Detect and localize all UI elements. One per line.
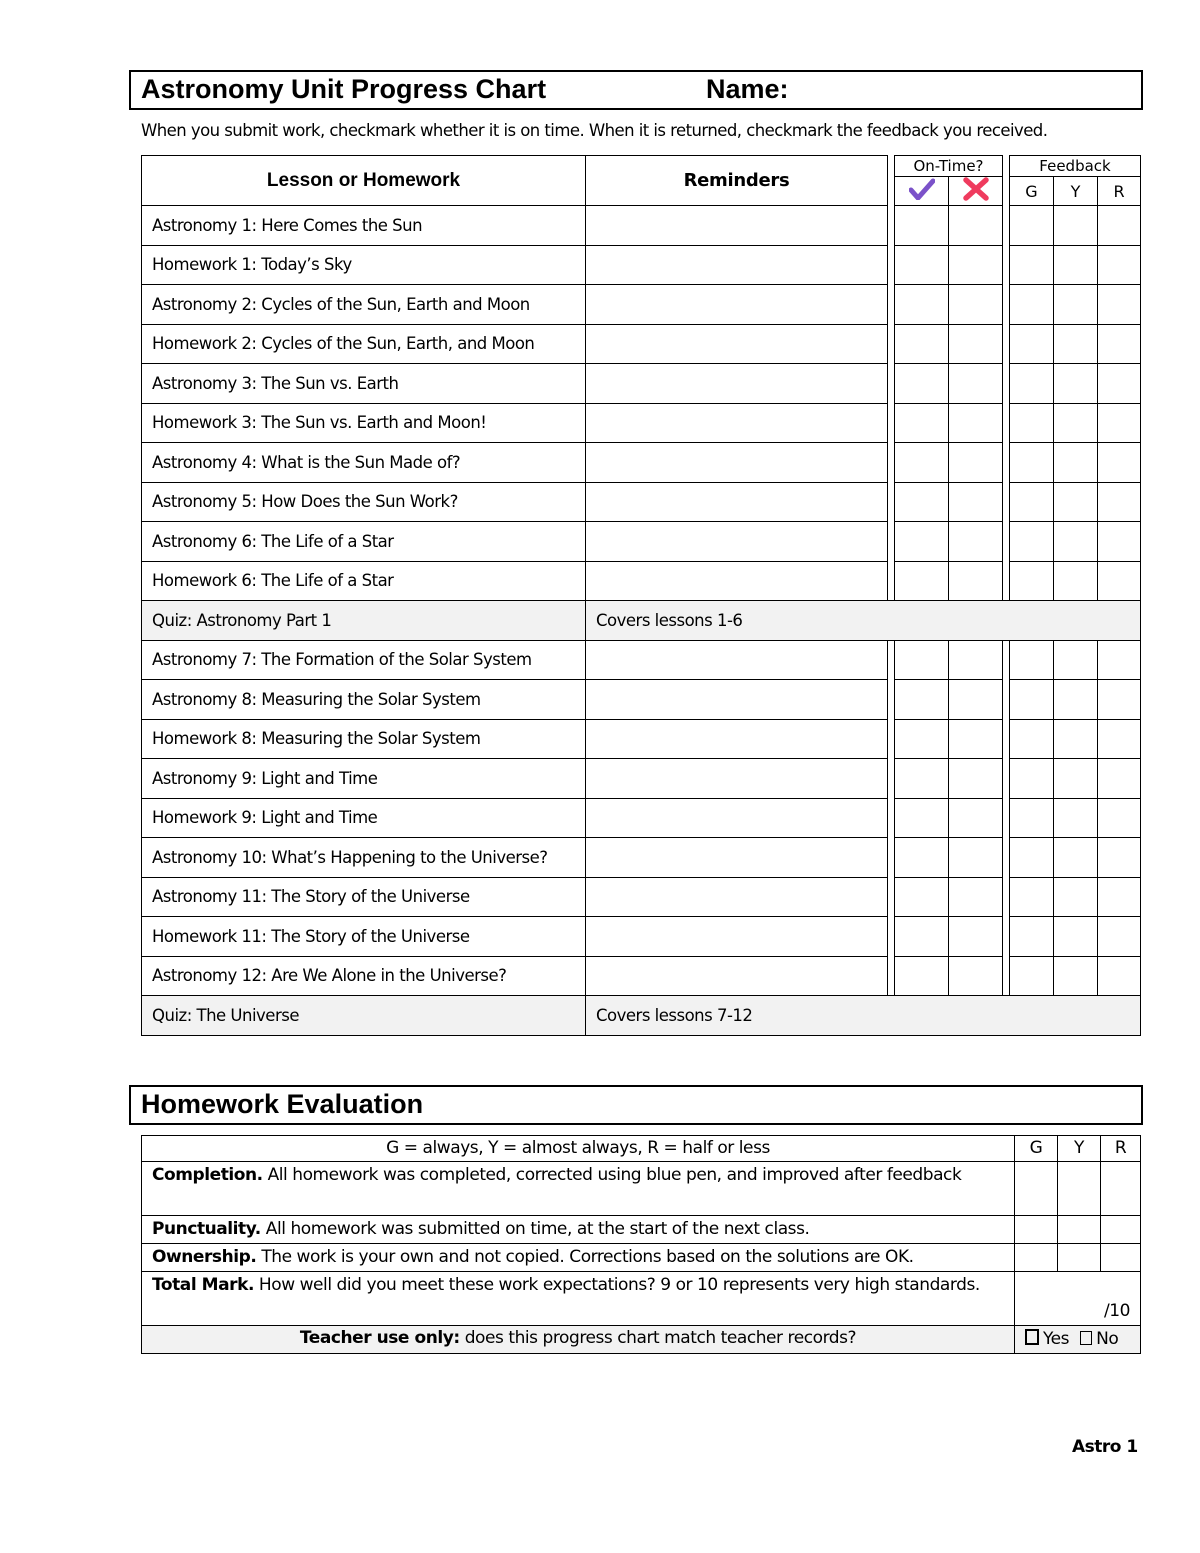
lesson-name: Astronomy 11: The Story of the Universe bbox=[142, 877, 586, 917]
feedback-g-cell[interactable] bbox=[1010, 364, 1054, 404]
lesson-name: Astronomy 4: What is the Sun Made of? bbox=[142, 443, 586, 483]
ontime-no-cell[interactable] bbox=[949, 206, 1003, 246]
ontime-yes-cell[interactable] bbox=[895, 640, 949, 680]
completion-description: All homework was completed, corrected using blue pen, and improved after feedback bbox=[262, 1165, 962, 1185]
reminder-cell[interactable] bbox=[586, 798, 888, 838]
column-divider bbox=[888, 640, 895, 680]
column-divider bbox=[888, 403, 895, 443]
lesson-name: Homework 8: Measuring the Solar System bbox=[142, 719, 586, 759]
lesson-row bbox=[142, 561, 1141, 601]
column-divider bbox=[1003, 522, 1010, 562]
ontime-no-cell[interactable] bbox=[949, 561, 1003, 601]
ontime-no-cell[interactable] bbox=[949, 798, 1003, 838]
page-title: Astronomy Unit Progress Chart bbox=[141, 74, 547, 104]
column-divider bbox=[1003, 917, 1010, 957]
progress-table bbox=[141, 155, 1141, 1036]
total-mark-criterion bbox=[142, 1272, 1015, 1326]
completion-r-cell[interactable] bbox=[1101, 1162, 1141, 1216]
ontime-yes-cell[interactable] bbox=[895, 838, 949, 878]
feedback-r-cell[interactable] bbox=[1098, 798, 1141, 838]
yes-label: Yes bbox=[1043, 1329, 1070, 1349]
ontime-yes-cell[interactable] bbox=[895, 798, 949, 838]
evaluation-legend-row bbox=[142, 1136, 1141, 1162]
feedback-r-cell[interactable] bbox=[1098, 680, 1141, 720]
lesson-name: Astronomy 10: What’s Happening to the Universe? bbox=[142, 838, 586, 878]
teacher-description: does this progress chart match teacher records? bbox=[459, 1328, 857, 1348]
column-divider bbox=[888, 798, 895, 838]
punctuality-y-cell[interactable] bbox=[1058, 1216, 1101, 1244]
ontime-yes-cell[interactable] bbox=[895, 324, 949, 364]
lesson-row bbox=[142, 917, 1141, 957]
punctuality-g-cell[interactable] bbox=[1015, 1216, 1058, 1244]
feedback-y-cell[interactable] bbox=[1054, 877, 1098, 917]
feedback-y-cell[interactable] bbox=[1054, 719, 1098, 759]
ontime-yes-cell[interactable] bbox=[895, 285, 949, 325]
lesson-row bbox=[142, 719, 1141, 759]
column-divider bbox=[1003, 838, 1010, 878]
ontime-no-cell[interactable] bbox=[949, 917, 1003, 957]
feedback-g-header: G bbox=[1010, 177, 1054, 206]
ontime-yes-cell[interactable] bbox=[895, 719, 949, 759]
quiz-row bbox=[142, 996, 1141, 1036]
cross-icon bbox=[963, 177, 989, 201]
column-divider bbox=[888, 759, 895, 799]
column-divider bbox=[888, 956, 895, 996]
column-divider bbox=[888, 364, 895, 404]
lesson-row bbox=[142, 443, 1141, 483]
instructions-text: When you submit work, checkmark whether it is on time. When it is returned, checkmark the feedback you received. bbox=[141, 121, 1048, 140]
reminder-cell[interactable] bbox=[586, 245, 888, 285]
lesson-name: Astronomy 5: How Does the Sun Work? bbox=[142, 482, 586, 522]
feedback-g-cell[interactable] bbox=[1010, 482, 1054, 522]
feedback-r-cell[interactable] bbox=[1098, 364, 1141, 404]
feedback-g-cell[interactable] bbox=[1010, 285, 1054, 325]
column-divider bbox=[1003, 956, 1010, 996]
ontime-no-cell[interactable] bbox=[949, 719, 1003, 759]
column-divider bbox=[1003, 156, 1010, 206]
quiz-row bbox=[142, 601, 1141, 641]
feedback-y-cell[interactable] bbox=[1054, 443, 1098, 483]
lesson-name: Astronomy 6: The Life of a Star bbox=[142, 522, 586, 562]
feedback-r-cell[interactable] bbox=[1098, 561, 1141, 601]
reminder-cell[interactable] bbox=[586, 364, 888, 404]
ownership-description: The work is your own and not copied. Corrections based on the solutions are OK. bbox=[256, 1247, 914, 1267]
reminder-cell[interactable] bbox=[586, 956, 888, 996]
ontime-column-header: On-Time? bbox=[895, 156, 1003, 177]
feedback-g-cell[interactable] bbox=[1010, 838, 1054, 878]
evaluation-legend: G = always, Y = almost always, R = half or less bbox=[142, 1136, 1015, 1162]
punctuality-row bbox=[142, 1216, 1141, 1244]
column-divider bbox=[1003, 443, 1010, 483]
column-divider bbox=[888, 917, 895, 957]
lesson-name: Astronomy 3: The Sun vs. Earth bbox=[142, 364, 586, 404]
reminder-cell[interactable] bbox=[586, 838, 888, 878]
column-divider bbox=[1003, 364, 1010, 404]
feedback-r-cell[interactable] bbox=[1098, 917, 1141, 957]
reminder-cell[interactable] bbox=[586, 206, 888, 246]
reminders-column-header: Reminders bbox=[586, 156, 888, 206]
reminder-cell[interactable] bbox=[586, 680, 888, 720]
feedback-y-cell[interactable] bbox=[1054, 956, 1098, 996]
completion-row bbox=[142, 1162, 1141, 1216]
name-label: Name: bbox=[706, 74, 789, 104]
ontime-no-cell[interactable] bbox=[949, 364, 1003, 404]
feedback-r-header: R bbox=[1098, 177, 1141, 206]
teacher-label: Teacher use only: bbox=[299, 1328, 460, 1348]
feedback-y-cell[interactable] bbox=[1054, 798, 1098, 838]
column-divider bbox=[1003, 719, 1010, 759]
column-divider bbox=[1003, 640, 1010, 680]
column-divider bbox=[888, 719, 895, 759]
evaluation-table bbox=[141, 1135, 1141, 1354]
feedback-g-cell[interactable] bbox=[1010, 798, 1054, 838]
ontime-no-cell[interactable] bbox=[949, 245, 1003, 285]
feedback-y-cell[interactable] bbox=[1054, 206, 1098, 246]
ontime-yes-cell[interactable] bbox=[895, 403, 949, 443]
feedback-g-cell[interactable] bbox=[1010, 324, 1054, 364]
lesson-name: Homework 2: Cycles of the Sun, Earth, and Moon bbox=[142, 324, 586, 364]
feedback-g-cell[interactable] bbox=[1010, 245, 1054, 285]
lesson-row bbox=[142, 759, 1141, 799]
column-divider bbox=[888, 443, 895, 483]
lesson-column-header: Lesson or Homework bbox=[142, 156, 586, 206]
column-divider bbox=[888, 838, 895, 878]
ontime-no-cell[interactable] bbox=[949, 759, 1003, 799]
feedback-y-cell[interactable] bbox=[1054, 561, 1098, 601]
completion-y-cell[interactable] bbox=[1058, 1162, 1101, 1216]
column-divider bbox=[888, 877, 895, 917]
ontime-no-cell[interactable] bbox=[949, 956, 1003, 996]
column-divider bbox=[1003, 206, 1010, 246]
ontime-yes-cell[interactable] bbox=[895, 364, 949, 404]
column-divider bbox=[1003, 245, 1010, 285]
punctuality-description: All homework was submitted on time, at the start of the next class. bbox=[260, 1219, 810, 1239]
lesson-row bbox=[142, 285, 1141, 325]
column-divider bbox=[1003, 285, 1010, 325]
ownership-row bbox=[142, 1244, 1141, 1272]
feedback-r-cell[interactable] bbox=[1098, 206, 1141, 246]
ownership-label: Ownership. bbox=[152, 1247, 257, 1267]
feedback-r-cell[interactable] bbox=[1098, 482, 1141, 522]
ontime-no-cell[interactable] bbox=[949, 522, 1003, 562]
feedback-g-cell[interactable] bbox=[1010, 443, 1054, 483]
feedback-g-cell[interactable] bbox=[1010, 877, 1054, 917]
lesson-row bbox=[142, 838, 1141, 878]
progress-chart-title-box bbox=[129, 70, 1143, 110]
feedback-y-cell[interactable] bbox=[1054, 680, 1098, 720]
lesson-row bbox=[142, 640, 1141, 680]
lesson-row bbox=[142, 403, 1141, 443]
feedback-r-cell[interactable] bbox=[1098, 245, 1141, 285]
yes-checkbox[interactable] bbox=[1025, 1329, 1039, 1345]
feedback-g-cell[interactable] bbox=[1010, 206, 1054, 246]
completion-label: Completion. bbox=[152, 1165, 263, 1185]
lesson-row bbox=[142, 245, 1141, 285]
reminder-cell[interactable] bbox=[586, 482, 888, 522]
lesson-row bbox=[142, 877, 1141, 917]
ontime-yes-header bbox=[895, 177, 949, 206]
ontime-no-cell[interactable] bbox=[949, 680, 1003, 720]
teacher-answer bbox=[1015, 1326, 1141, 1354]
completion-g-cell[interactable] bbox=[1015, 1162, 1058, 1216]
feedback-y-cell[interactable] bbox=[1054, 838, 1098, 878]
feedback-r-cell[interactable] bbox=[1098, 285, 1141, 325]
reminder-cell[interactable] bbox=[586, 877, 888, 917]
column-divider bbox=[888, 522, 895, 562]
lesson-name: Quiz: The Universe bbox=[142, 996, 586, 1036]
lesson-name: Quiz: Astronomy Part 1 bbox=[142, 601, 586, 641]
evaluation-y-header: Y bbox=[1058, 1136, 1101, 1162]
teacher-row bbox=[142, 1326, 1141, 1354]
feedback-y-cell[interactable] bbox=[1054, 403, 1098, 443]
reminder-cell[interactable] bbox=[586, 719, 888, 759]
evaluation-r-header: R bbox=[1101, 1136, 1141, 1162]
column-divider bbox=[1003, 403, 1010, 443]
ownership-criterion bbox=[142, 1244, 1015, 1272]
feedback-g-cell[interactable] bbox=[1010, 640, 1054, 680]
total-mark-row bbox=[142, 1272, 1141, 1326]
total-mark-label: Total Mark. bbox=[152, 1275, 254, 1295]
feedback-g-cell[interactable] bbox=[1010, 956, 1054, 996]
column-divider bbox=[888, 285, 895, 325]
lesson-row bbox=[142, 364, 1141, 404]
lesson-name: Homework 1: Today’s Sky bbox=[142, 245, 586, 285]
feedback-y-cell[interactable] bbox=[1054, 364, 1098, 404]
lesson-row bbox=[142, 522, 1141, 562]
ontime-yes-cell[interactable] bbox=[895, 561, 949, 601]
page-footer-label: Astro 1 bbox=[1072, 1437, 1138, 1457]
column-divider bbox=[1003, 759, 1010, 799]
punctuality-r-cell[interactable] bbox=[1101, 1216, 1141, 1244]
lesson-row bbox=[142, 482, 1141, 522]
feedback-r-cell[interactable] bbox=[1098, 443, 1141, 483]
feedback-r-cell[interactable] bbox=[1098, 956, 1141, 996]
reminder-cell[interactable] bbox=[586, 443, 888, 483]
teacher-question bbox=[142, 1326, 1015, 1354]
feedback-y-cell[interactable] bbox=[1054, 324, 1098, 364]
feedback-g-cell[interactable] bbox=[1010, 917, 1054, 957]
reminder-cell[interactable] bbox=[586, 561, 888, 601]
reminder-cell[interactable]: Covers lessons 1-6 bbox=[586, 601, 1141, 641]
reminder-cell[interactable]: Covers lessons 7-12 bbox=[586, 996, 1141, 1036]
punctuality-label: Punctuality. bbox=[152, 1219, 261, 1239]
ontime-yes-cell[interactable] bbox=[895, 877, 949, 917]
feedback-r-cell[interactable] bbox=[1098, 522, 1141, 562]
evaluation-title: Homework Evaluation bbox=[141, 1089, 424, 1119]
feedback-r-cell[interactable] bbox=[1098, 719, 1141, 759]
column-divider bbox=[1003, 680, 1010, 720]
lesson-name: Astronomy 7: The Formation of the Solar System bbox=[142, 640, 586, 680]
feedback-y-header: Y bbox=[1054, 177, 1098, 206]
column-divider bbox=[1003, 482, 1010, 522]
column-divider bbox=[888, 324, 895, 364]
checkmark-icon bbox=[909, 178, 935, 200]
total-mark-score[interactable]: /10 bbox=[1015, 1272, 1141, 1326]
lesson-name: Homework 6: The Life of a Star bbox=[142, 561, 586, 601]
ontime-yes-cell[interactable] bbox=[895, 917, 949, 957]
reminder-cell[interactable] bbox=[586, 285, 888, 325]
feedback-column-header: Feedback bbox=[1010, 156, 1141, 177]
feedback-y-cell[interactable] bbox=[1054, 759, 1098, 799]
feedback-r-cell[interactable] bbox=[1098, 759, 1141, 799]
column-divider bbox=[1003, 561, 1010, 601]
punctuality-criterion bbox=[142, 1216, 1015, 1244]
column-divider bbox=[888, 245, 895, 285]
lesson-row bbox=[142, 206, 1141, 246]
ontime-no-cell[interactable] bbox=[949, 640, 1003, 680]
lesson-name: Astronomy 9: Light and Time bbox=[142, 759, 586, 799]
column-divider bbox=[888, 482, 895, 522]
lesson-name: Astronomy 8: Measuring the Solar System bbox=[142, 680, 586, 720]
column-divider bbox=[888, 156, 895, 206]
ontime-no-cell[interactable] bbox=[949, 403, 1003, 443]
evaluation-g-header: G bbox=[1015, 1136, 1058, 1162]
column-divider bbox=[1003, 324, 1010, 364]
evaluation-title-box bbox=[129, 1085, 1143, 1125]
ontime-no-header bbox=[949, 177, 1003, 206]
ontime-yes-cell[interactable] bbox=[895, 956, 949, 996]
feedback-y-cell[interactable] bbox=[1054, 917, 1098, 957]
ontime-yes-cell[interactable] bbox=[895, 245, 949, 285]
reminder-cell[interactable] bbox=[586, 640, 888, 680]
column-divider bbox=[1003, 798, 1010, 838]
ontime-yes-cell[interactable] bbox=[895, 482, 949, 522]
lesson-name: Astronomy 1: Here Comes the Sun bbox=[142, 206, 586, 246]
ownership-r-cell[interactable] bbox=[1101, 1244, 1141, 1272]
reminder-cell[interactable] bbox=[586, 917, 888, 957]
feedback-g-cell[interactable] bbox=[1010, 680, 1054, 720]
ontime-no-cell[interactable] bbox=[949, 443, 1003, 483]
feedback-y-cell[interactable] bbox=[1054, 285, 1098, 325]
no-label: No bbox=[1096, 1329, 1119, 1349]
feedback-g-cell[interactable] bbox=[1010, 522, 1054, 562]
column-divider bbox=[1003, 877, 1010, 917]
feedback-r-cell[interactable] bbox=[1098, 877, 1141, 917]
ontime-yes-cell[interactable] bbox=[895, 206, 949, 246]
feedback-y-cell[interactable] bbox=[1054, 640, 1098, 680]
lesson-name: Homework 3: The Sun vs. Earth and Moon! bbox=[142, 403, 586, 443]
lesson-name: Astronomy 12: Are We Alone in the Universe? bbox=[142, 956, 586, 996]
feedback-y-cell[interactable] bbox=[1054, 522, 1098, 562]
reminder-cell[interactable] bbox=[586, 324, 888, 364]
feedback-g-cell[interactable] bbox=[1010, 561, 1054, 601]
feedback-y-cell[interactable] bbox=[1054, 245, 1098, 285]
no-checkbox[interactable] bbox=[1080, 1331, 1092, 1345]
progress-header-row bbox=[142, 156, 1141, 177]
ontime-yes-cell[interactable] bbox=[895, 522, 949, 562]
ontime-yes-cell[interactable] bbox=[895, 443, 949, 483]
feedback-r-cell[interactable] bbox=[1098, 324, 1141, 364]
ownership-g-cell[interactable] bbox=[1015, 1244, 1058, 1272]
lesson-name: Homework 11: The Story of the Universe bbox=[142, 917, 586, 957]
total-mark-description: How well did you meet these work expectations? 9 or 10 represents very high standards. bbox=[253, 1275, 980, 1295]
reminder-cell[interactable] bbox=[586, 522, 888, 562]
completion-criterion bbox=[142, 1162, 1015, 1216]
lesson-name: Homework 9: Light and Time bbox=[142, 798, 586, 838]
reminder-cell[interactable] bbox=[586, 403, 888, 443]
lesson-name: Astronomy 2: Cycles of the Sun, Earth and Moon bbox=[142, 285, 586, 325]
lesson-row bbox=[142, 680, 1141, 720]
feedback-g-cell[interactable] bbox=[1010, 759, 1054, 799]
column-divider bbox=[888, 680, 895, 720]
ontime-no-cell[interactable] bbox=[949, 324, 1003, 364]
ontime-no-cell[interactable] bbox=[949, 838, 1003, 878]
ontime-no-cell[interactable] bbox=[949, 285, 1003, 325]
feedback-r-cell[interactable] bbox=[1098, 838, 1141, 878]
lesson-row bbox=[142, 798, 1141, 838]
feedback-g-cell[interactable] bbox=[1010, 719, 1054, 759]
reminder-cell[interactable] bbox=[586, 759, 888, 799]
ontime-no-cell[interactable] bbox=[949, 482, 1003, 522]
column-divider bbox=[888, 561, 895, 601]
ownership-y-cell[interactable] bbox=[1058, 1244, 1101, 1272]
feedback-r-cell[interactable] bbox=[1098, 403, 1141, 443]
lesson-row bbox=[142, 956, 1141, 996]
feedback-r-cell[interactable] bbox=[1098, 640, 1141, 680]
feedback-y-cell[interactable] bbox=[1054, 482, 1098, 522]
feedback-g-cell[interactable] bbox=[1010, 403, 1054, 443]
column-divider bbox=[888, 206, 895, 246]
ontime-yes-cell[interactable] bbox=[895, 759, 949, 799]
ontime-yes-cell[interactable] bbox=[895, 680, 949, 720]
lesson-row bbox=[142, 324, 1141, 364]
ontime-no-cell[interactable] bbox=[949, 877, 1003, 917]
